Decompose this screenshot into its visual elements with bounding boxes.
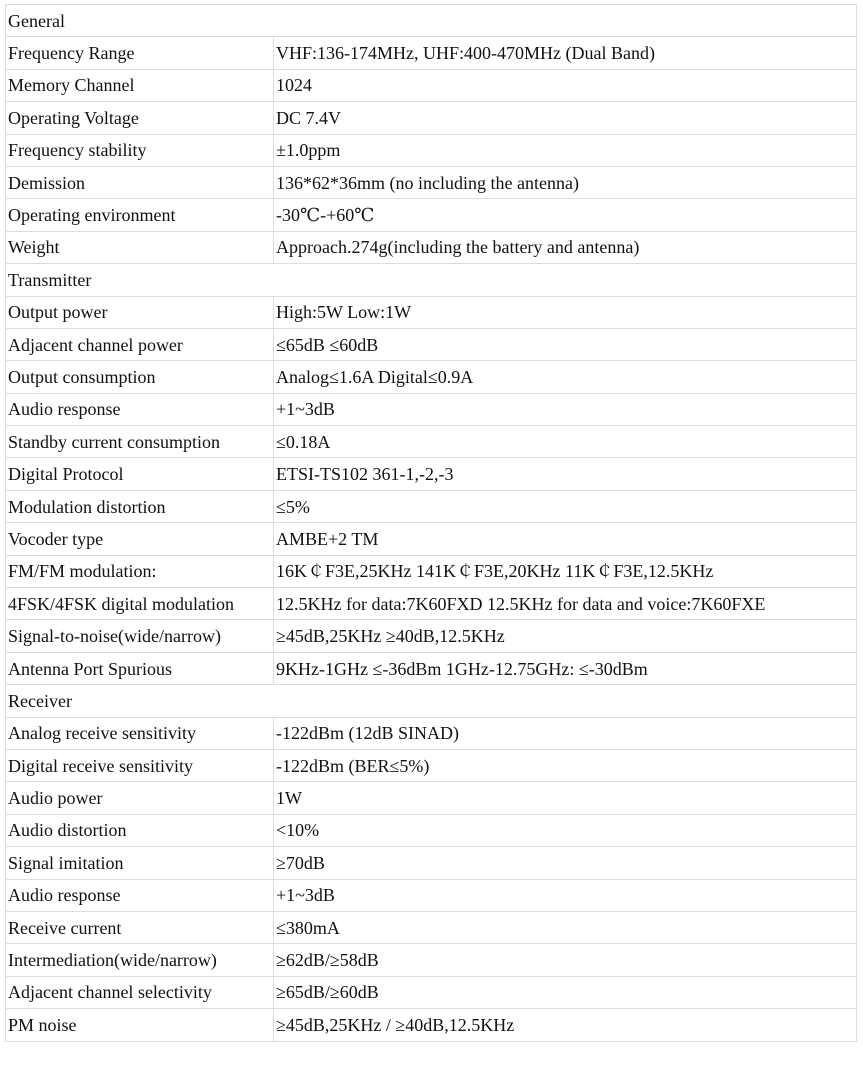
- table-row: [6, 588, 857, 620]
- table-row: [6, 134, 857, 166]
- spec-value: ≥45dB,25KHz ≥40dB,12.5KHz: [274, 620, 857, 652]
- table-row: [6, 1009, 857, 1041]
- spec-label: Receive current: [6, 911, 274, 943]
- table-row: [6, 37, 857, 69]
- spec-label: Digital receive sensitivity: [6, 749, 274, 781]
- table-row: [6, 944, 857, 976]
- table-row: [6, 426, 857, 458]
- spec-label: Signal imitation: [6, 847, 274, 879]
- spec-label: Vocoder type: [6, 523, 274, 555]
- spec-value: ±1.0ppm: [274, 134, 857, 166]
- section-header-row: [6, 264, 857, 296]
- spec-label: Operating environment: [6, 199, 274, 231]
- spec-label: Audio power: [6, 782, 274, 814]
- table-row: [6, 523, 857, 555]
- section-header-row: [6, 685, 857, 717]
- spec-label: Memory Channel: [6, 69, 274, 101]
- spec-value: +1~3dB: [274, 393, 857, 425]
- spec-label: Adjacent channel power: [6, 328, 274, 360]
- spec-value: AMBE+2 TM: [274, 523, 857, 555]
- spec-value: Approach.274g(including the battery and antenna): [274, 231, 857, 263]
- spec-value: ≥70dB: [274, 847, 857, 879]
- spec-value: <10%: [274, 814, 857, 846]
- table-row: [6, 231, 857, 263]
- section-title: Transmitter: [6, 264, 857, 296]
- spec-value: 9KHz-1GHz ≤-36dBm 1GHz-12.75GHz: ≤-30dBm: [274, 652, 857, 684]
- spec-value: ≥65dB/≥60dB: [274, 976, 857, 1008]
- spec-value: -30℃-+60℃: [274, 199, 857, 231]
- spec-label: Weight: [6, 231, 274, 263]
- spec-label: Digital Protocol: [6, 458, 274, 490]
- spec-value: 1024: [274, 69, 857, 101]
- spec-value: -122dBm (12dB SINAD): [274, 717, 857, 749]
- table-row: [6, 814, 857, 846]
- spec-value: 136*62*36mm (no including the antenna): [274, 166, 857, 198]
- spec-value: 16K￠F3E,25KHz 141K￠F3E,20KHz 11K￠F3E,12.5KHz: [274, 555, 857, 587]
- table-row: [6, 361, 857, 393]
- spec-value: ≤5%: [274, 490, 857, 522]
- table-row: [6, 620, 857, 652]
- table-row: [6, 458, 857, 490]
- table-row: [6, 717, 857, 749]
- spec-label: Output consumption: [6, 361, 274, 393]
- spec-label: FM/FM modulation:: [6, 555, 274, 587]
- table-row: [6, 911, 857, 943]
- table-row: [6, 976, 857, 1008]
- spec-label: Demission: [6, 166, 274, 198]
- spec-value: ≤380mA: [274, 911, 857, 943]
- spec-label: Modulation distortion: [6, 490, 274, 522]
- spec-label: Audio distortion: [6, 814, 274, 846]
- table-row: [6, 296, 857, 328]
- table-row: [6, 490, 857, 522]
- table-row: [6, 749, 857, 781]
- spec-value: ≤65dB ≤60dB: [274, 328, 857, 360]
- spec-table: [5, 4, 857, 1042]
- spec-value: High:5W Low:1W: [274, 296, 857, 328]
- spec-value: 1W: [274, 782, 857, 814]
- spec-label: Antenna Port Spurious: [6, 652, 274, 684]
- section-title: Receiver: [6, 685, 857, 717]
- spec-label: Intermediation(wide/narrow): [6, 944, 274, 976]
- spec-label: Adjacent channel selectivity: [6, 976, 274, 1008]
- spec-value: -122dBm (BER≤5%): [274, 749, 857, 781]
- spec-label: Standby current consumption: [6, 426, 274, 458]
- table-row: [6, 69, 857, 101]
- spec-value: VHF:136-174MHz, UHF:400-470MHz (Dual Band): [274, 37, 857, 69]
- spec-table-body: [6, 5, 857, 1042]
- spec-value: ≤0.18A: [274, 426, 857, 458]
- table-row: [6, 847, 857, 879]
- spec-label: Operating Voltage: [6, 102, 274, 134]
- spec-value: +1~3dB: [274, 879, 857, 911]
- spec-label: Audio response: [6, 879, 274, 911]
- section-title: General: [6, 5, 857, 37]
- table-row: [6, 102, 857, 134]
- table-row: [6, 555, 857, 587]
- table-row: [6, 782, 857, 814]
- spec-value: Analog≤1.6A Digital≤0.9A: [274, 361, 857, 393]
- section-header-row: [6, 5, 857, 37]
- table-row: [6, 879, 857, 911]
- table-row: [6, 393, 857, 425]
- spec-label: Analog receive sensitivity: [6, 717, 274, 749]
- table-row: [6, 166, 857, 198]
- spec-value: DC 7.4V: [274, 102, 857, 134]
- spec-value: ≥62dB/≥58dB: [274, 944, 857, 976]
- spec-label: Signal-to-noise(wide/narrow): [6, 620, 274, 652]
- spec-value: ETSI-TS102 361-1,-2,-3: [274, 458, 857, 490]
- spec-label: 4FSK/4FSK digital modulation: [6, 588, 274, 620]
- table-row: [6, 199, 857, 231]
- table-row: [6, 652, 857, 684]
- spec-label: Audio response: [6, 393, 274, 425]
- spec-label: PM noise: [6, 1009, 274, 1041]
- spec-label: Output power: [6, 296, 274, 328]
- spec-value: 12.5KHz for data:7K60FXD 12.5KHz for data and voice:7K60FXE: [274, 588, 857, 620]
- spec-value: ≥45dB,25KHz / ≥40dB,12.5KHz: [274, 1009, 857, 1041]
- table-row: [6, 328, 857, 360]
- spec-label: Frequency stability: [6, 134, 274, 166]
- spec-label: Frequency Range: [6, 37, 274, 69]
